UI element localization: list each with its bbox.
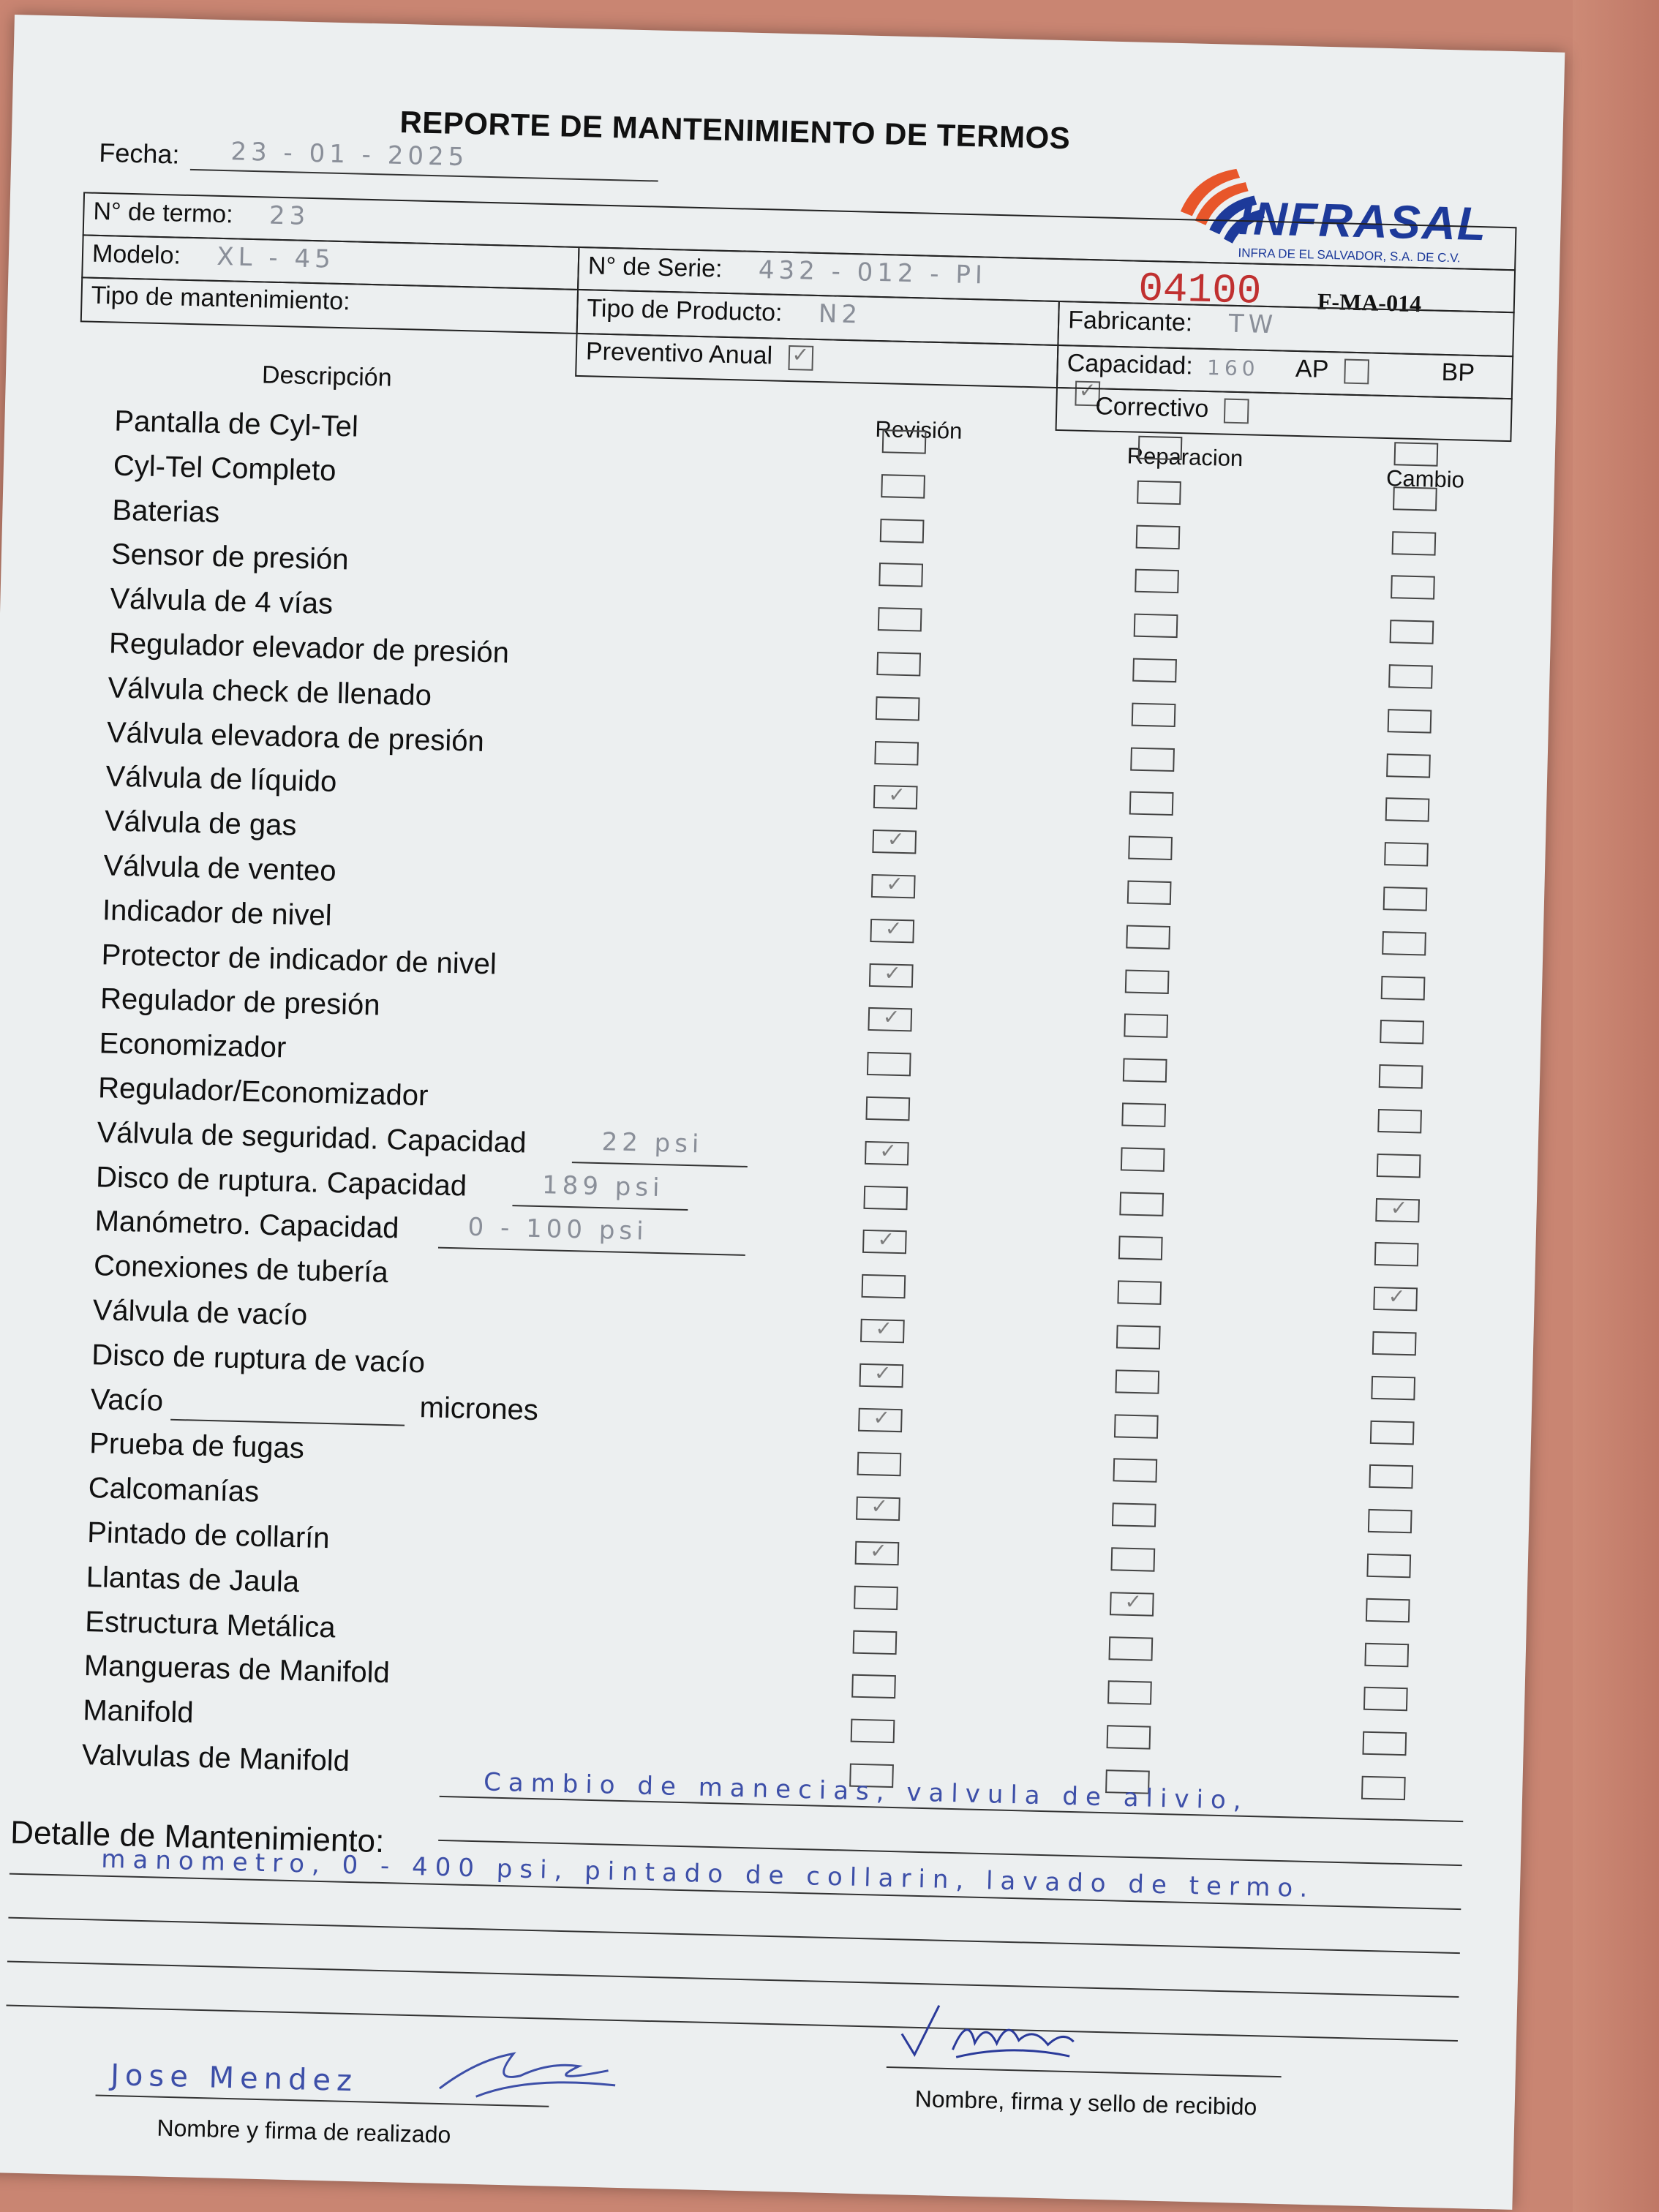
revision-checkbox[interactable] xyxy=(876,696,920,721)
report-title: REPORTE DE MANTENIMIENTO DE TERMOS xyxy=(399,104,1071,156)
termo-label: N° de termo: xyxy=(93,197,234,229)
vacio-line xyxy=(170,1389,405,1426)
ap-label: AP xyxy=(1295,354,1329,384)
checklist-item-label: Válvula de venteo xyxy=(103,849,337,888)
tipo-prod-label: Tipo de Producto: xyxy=(586,294,783,327)
revision-checkbox[interactable] xyxy=(860,1319,905,1343)
realizado-name[interactable]: Jose Mendez xyxy=(110,2058,358,2099)
preventivo-label: Preventivo Anual xyxy=(585,337,773,370)
checklist-item-label: Válvula de líquido xyxy=(105,760,337,799)
revision-checkbox[interactable] xyxy=(865,1096,910,1121)
checklist-item-label: Regulador/Economizador xyxy=(97,1072,429,1113)
reparacion-checkbox[interactable] xyxy=(1127,881,1172,905)
reparacion-checkbox[interactable] xyxy=(1112,1502,1156,1527)
checklist-item-label: Pintado de collarín xyxy=(86,1516,331,1555)
revision-checkbox[interactable] xyxy=(857,1452,902,1476)
reparacion-checkbox[interactable] xyxy=(1123,1058,1167,1083)
checklist-item-label: Conexiones de tubería xyxy=(93,1249,389,1290)
date-value[interactable]: 23 - 01 - 2025 xyxy=(230,137,469,173)
column-header-reparacion: Reparacion xyxy=(1126,443,1244,472)
reparacion-checkbox[interactable] xyxy=(1132,702,1176,726)
reparacion-checkbox[interactable] xyxy=(1116,1325,1161,1349)
cambio-checkbox[interactable] xyxy=(1393,486,1437,511)
reparacion-checkbox[interactable] xyxy=(1109,1636,1154,1660)
cambio-checkbox[interactable] xyxy=(1368,1509,1412,1533)
checklist-item-label: Economizador xyxy=(99,1027,287,1064)
checklist-item-label: Válvula de 4 vías xyxy=(109,582,334,621)
checklist-item-label: Indicador de nivel xyxy=(102,894,333,932)
header-grid xyxy=(78,192,1517,446)
reparacion-checkbox[interactable] xyxy=(1110,1592,1154,1616)
revision-checkbox[interactable] xyxy=(854,1585,898,1609)
vacio-suffix: micrones xyxy=(419,1391,539,1426)
checklist-item-label: Estructura Metálica xyxy=(84,1605,336,1644)
cambio-checkbox[interactable] xyxy=(1374,1242,1419,1266)
revision-checkbox[interactable] xyxy=(863,1185,908,1209)
form-code: F-MA-014 xyxy=(1317,287,1422,317)
revision-checkbox[interactable] xyxy=(878,607,922,631)
revision-checkbox[interactable] xyxy=(851,1674,896,1698)
cambio-checkbox[interactable] xyxy=(1386,753,1431,778)
reparacion-checkbox[interactable] xyxy=(1117,1281,1162,1305)
revision-checkbox[interactable] xyxy=(881,474,925,498)
form-serial-number: 04100 xyxy=(1137,265,1263,315)
capacity-value[interactable]: 189 psi xyxy=(541,1170,665,1203)
cambio-checkbox[interactable] xyxy=(1392,531,1437,555)
revision-checkbox[interactable] xyxy=(865,1141,909,1165)
cambio-checkbox[interactable] xyxy=(1383,887,1428,911)
checklist-item-label: Mangueras de Manifold xyxy=(83,1649,391,1690)
realizado-caption: Nombre y firma de realizado xyxy=(157,2114,451,2148)
reparacion-checkbox[interactable] xyxy=(1134,614,1178,638)
cambio-checkbox[interactable] xyxy=(1394,442,1439,466)
preventivo-checkbox[interactable] xyxy=(788,345,813,371)
modelo-label: Modelo: xyxy=(91,239,181,270)
reparacion-checkbox[interactable] xyxy=(1126,925,1170,949)
tipo-mant-label: Tipo de mantenimiento: xyxy=(91,281,351,316)
cambio-checkbox[interactable] xyxy=(1379,1064,1423,1088)
revision-checkbox[interactable] xyxy=(872,830,917,854)
checklist-item-label: Valvulas de Manifold xyxy=(81,1738,350,1778)
realizado-signature-icon xyxy=(432,2030,624,2115)
detail-text-line-1[interactable]: Cambio de manecias, valvula de alivio, xyxy=(483,1767,1249,1816)
cambio-checkbox[interactable] xyxy=(1380,1020,1424,1044)
reparacion-checkbox[interactable] xyxy=(1138,436,1183,460)
checklist-item-label: Válvula check de llenado xyxy=(108,672,432,712)
cambio-checkbox[interactable] xyxy=(1388,664,1433,688)
checklist-item-label: Manifold xyxy=(82,1694,195,1729)
reparacion-checkbox[interactable] xyxy=(1121,1102,1166,1126)
revision-checkbox[interactable] xyxy=(867,1052,911,1076)
revision-checkbox[interactable] xyxy=(861,1274,906,1298)
cambio-checkbox[interactable] xyxy=(1372,1331,1417,1355)
correctivo-checkbox[interactable] xyxy=(1224,399,1249,424)
detail-label: Detalle de Mantenimiento: xyxy=(10,1814,385,1860)
checklist-item-label: Disco de ruptura de vacío xyxy=(91,1338,426,1380)
fabricante-value[interactable]: TW xyxy=(1228,309,1278,340)
revision-checkbox[interactable] xyxy=(858,1407,903,1432)
reparacion-checkbox[interactable] xyxy=(1124,1014,1168,1038)
reparacion-checkbox[interactable] xyxy=(1125,969,1170,993)
cambio-checkbox[interactable] xyxy=(1384,842,1429,866)
checklist-item-label: Regulador de presión xyxy=(99,982,381,1022)
revision-checkbox[interactable] xyxy=(856,1497,900,1521)
bp-label: BP xyxy=(1441,358,1475,387)
cambio-checkbox[interactable] xyxy=(1391,576,1435,600)
detail-line-5 xyxy=(7,1961,1459,1998)
modelo-value[interactable]: XL - 45 xyxy=(216,241,336,274)
cambio-checkbox[interactable] xyxy=(1382,931,1426,955)
checklist-item-label: Válvula de gas xyxy=(104,805,297,842)
cambio-checkbox[interactable] xyxy=(1369,1464,1413,1489)
revision-checkbox[interactable] xyxy=(869,963,914,988)
revision-checkbox[interactable] xyxy=(859,1363,904,1388)
column-header-descripcion: Descripción xyxy=(261,361,393,392)
capacity-value[interactable]: 0 - 100 psi xyxy=(467,1213,649,1247)
capacity-value[interactable]: 22 psi xyxy=(601,1126,704,1159)
desk-background xyxy=(1573,0,1659,2212)
revision-checkbox[interactable] xyxy=(851,1719,895,1743)
reparacion-checkbox[interactable] xyxy=(1115,1369,1159,1393)
cambio-checkbox[interactable] xyxy=(1361,1776,1406,1800)
capacidad-label: Capacidad: xyxy=(1066,349,1194,380)
revision-checkbox[interactable] xyxy=(871,874,916,898)
checklist-item-label: Regulador elevador de presión xyxy=(108,627,510,669)
revision-checkbox[interactable] xyxy=(853,1630,898,1654)
revision-checkbox[interactable] xyxy=(870,919,914,943)
checklist-item-label: Válvula de vacío xyxy=(92,1294,308,1332)
company-subtitle: INFRA DE EL SALVADOR, S.A. DE C.V. xyxy=(1238,245,1461,266)
checklist-item-label: Pantalla de Cyl-Tel xyxy=(113,405,359,443)
checklist-item-label: Cyl-Tel Completo xyxy=(113,449,336,487)
revision-checkbox[interactable] xyxy=(874,741,919,765)
cambio-checkbox[interactable] xyxy=(1363,1687,1408,1711)
checklist-item-label: Prueba de fugas xyxy=(89,1427,305,1465)
column-header-revision: Revisión xyxy=(875,415,963,444)
reparacion-checkbox[interactable] xyxy=(1113,1459,1157,1483)
detail-line-4 xyxy=(8,1917,1459,1954)
reparacion-checkbox[interactable] xyxy=(1137,480,1181,504)
checklist-item-label: Protector de indicador de nivel xyxy=(101,938,497,981)
cambio-checkbox[interactable] xyxy=(1375,1198,1420,1222)
checklist-item-label: Válvula elevadora de presión xyxy=(106,715,485,758)
checklist-item-label: Manómetro. Capacidad xyxy=(94,1205,399,1245)
serie-value[interactable]: 432 - 012 - PI xyxy=(758,255,988,290)
revision-checkbox[interactable] xyxy=(862,1230,907,1254)
reparacion-checkbox[interactable] xyxy=(1136,524,1181,549)
cambio-checkbox[interactable] xyxy=(1377,1154,1421,1178)
cambio-checkbox[interactable] xyxy=(1390,620,1434,644)
cambio-checkbox[interactable] xyxy=(1366,1554,1411,1578)
reparacion-checkbox[interactable] xyxy=(1107,1725,1151,1749)
cambio-checkbox[interactable] xyxy=(1377,1109,1422,1133)
cambio-checkbox[interactable] xyxy=(1364,1642,1409,1666)
cambio-checkbox[interactable] xyxy=(1370,1420,1415,1444)
cambio-checkbox[interactable] xyxy=(1388,709,1432,733)
tipo-prod-value[interactable]: N2 xyxy=(818,298,862,330)
serie-label: N° de Serie: xyxy=(587,252,723,283)
reparacion-checkbox[interactable] xyxy=(1132,658,1177,682)
reparacion-checkbox[interactable] xyxy=(1107,1681,1152,1705)
fabricante-label: Fabricante: xyxy=(1067,306,1193,337)
revision-checkbox[interactable] xyxy=(879,563,923,587)
revision-checkbox[interactable] xyxy=(876,652,921,676)
reparacion-checkbox[interactable] xyxy=(1135,569,1179,593)
termo-value[interactable]: 23 xyxy=(268,200,310,231)
reparacion-checkbox[interactable] xyxy=(1121,1147,1165,1171)
revision-checkbox[interactable] xyxy=(855,1541,900,1565)
checklist-item-label: Sensor de presión xyxy=(110,538,350,576)
reparacion-checkbox[interactable] xyxy=(1128,836,1173,860)
reparacion-checkbox[interactable] xyxy=(1129,791,1174,816)
checklist-item-label: Disco de ruptura. Capacidad xyxy=(95,1160,467,1203)
reparacion-checkbox[interactable] xyxy=(1114,1414,1159,1438)
reparacion-checkbox[interactable] xyxy=(1130,747,1175,771)
revision-checkbox[interactable] xyxy=(882,429,927,454)
checklist-item-label: Vacío xyxy=(90,1382,164,1418)
cambio-checkbox[interactable] xyxy=(1366,1598,1410,1622)
checklist-item-label: Baterias xyxy=(111,494,220,529)
column-header-cambio: Cambio xyxy=(1385,465,1465,493)
revision-checkbox[interactable] xyxy=(873,785,918,809)
capacidad-value[interactable]: 160 xyxy=(1206,355,1260,381)
checklist-item-label: Válvula de seguridad. Capacidad xyxy=(97,1116,527,1159)
cambio-checkbox[interactable] xyxy=(1371,1376,1415,1400)
reparacion-checkbox[interactable] xyxy=(1118,1236,1163,1260)
reparacion-checkbox[interactable] xyxy=(1119,1192,1164,1216)
revision-checkbox[interactable] xyxy=(868,1007,912,1031)
revision-checkbox[interactable] xyxy=(880,519,925,543)
company-name: INFRASAL xyxy=(1238,191,1489,251)
cambio-checkbox[interactable] xyxy=(1362,1731,1407,1756)
cambio-checkbox[interactable] xyxy=(1385,798,1430,822)
correctivo-label: Correctivo xyxy=(1094,392,1209,424)
detail-text-line-2[interactable]: manometro, 0 - 400 psi, pintado de collarin, lavado de termo. xyxy=(100,1844,1315,1904)
recibido-caption: Nombre, firma y sello de recibido xyxy=(914,2085,1257,2121)
checklist-item-label: Calcomanías xyxy=(88,1472,260,1508)
maintenance-report-sheet xyxy=(0,15,1565,2210)
checklist-item-label: Llantas de Jaula xyxy=(86,1560,300,1598)
recibido-signature-icon xyxy=(894,1997,1086,2074)
detail-line-6 xyxy=(6,2005,1457,2042)
cambio-checkbox[interactable] xyxy=(1381,976,1426,1000)
cambio-checkbox[interactable] xyxy=(1373,1287,1418,1311)
ap-checkbox[interactable] xyxy=(1344,359,1369,385)
date-label: Fecha: xyxy=(98,137,180,170)
reparacion-checkbox[interactable] xyxy=(1110,1547,1155,1571)
